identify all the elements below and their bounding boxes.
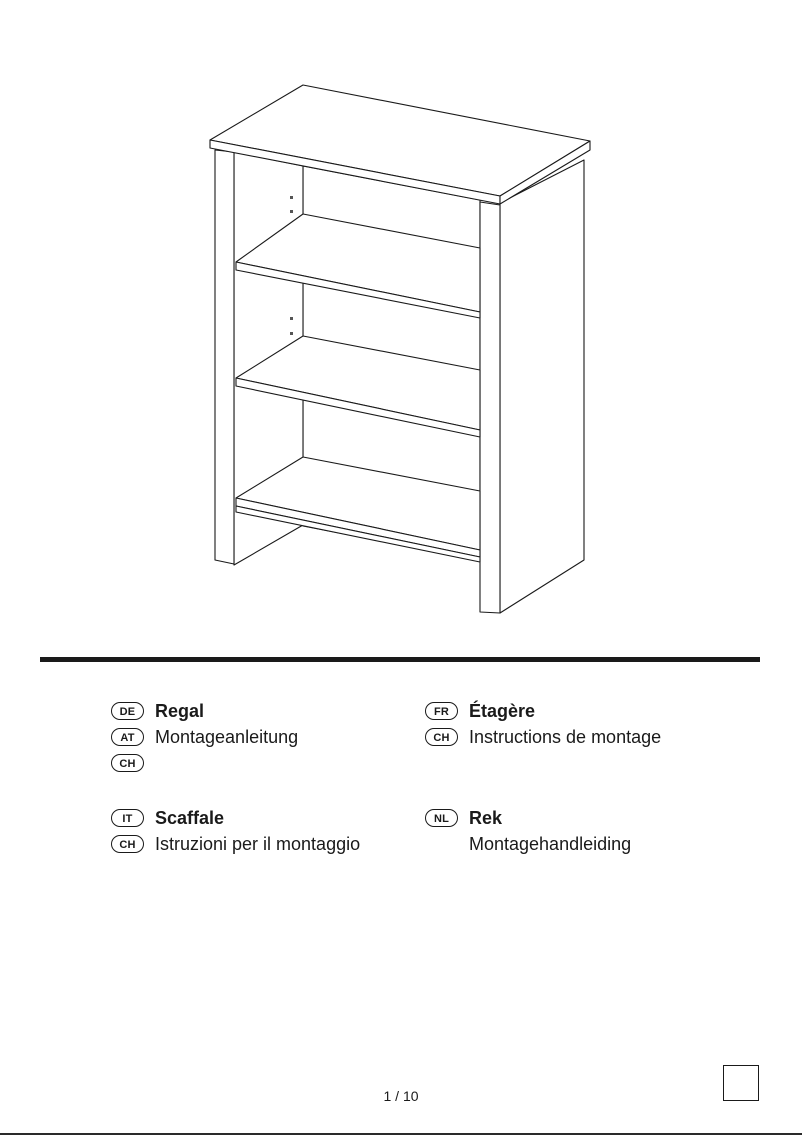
country-badge-at: AT bbox=[111, 728, 144, 746]
country-badge-it: IT bbox=[111, 809, 144, 827]
corner-box bbox=[723, 1065, 759, 1101]
divider-line bbox=[40, 657, 760, 662]
subtitle-de: Montageanleitung bbox=[155, 727, 299, 747]
peg-hole bbox=[290, 196, 293, 199]
left-front-edge bbox=[215, 150, 234, 564]
page-number: 1 / 10 bbox=[383, 1088, 419, 1104]
subtitle-it: Istruzioni per il montaggio bbox=[155, 834, 361, 854]
lang-group-it bbox=[111, 805, 411, 857]
title-nl: Rek bbox=[469, 808, 503, 828]
peg-hole bbox=[290, 210, 293, 213]
country-badge-nl: NL bbox=[425, 809, 458, 827]
subtitle-nl: Montagehandleiding bbox=[469, 834, 632, 854]
lang-group-de bbox=[111, 698, 411, 776]
title-fr: Étagère bbox=[469, 701, 536, 721]
peg-hole bbox=[290, 332, 293, 335]
right-front-edge bbox=[480, 202, 500, 613]
lang-group-fr bbox=[425, 698, 725, 750]
country-badge-ch: CH bbox=[111, 835, 144, 853]
right-side-panel bbox=[500, 160, 584, 613]
country-badge-ch: CH bbox=[425, 728, 458, 746]
country-badge-de: DE bbox=[111, 702, 144, 720]
subtitle-fr: Instructions de montage bbox=[469, 727, 662, 747]
lang-group-nl bbox=[425, 805, 725, 857]
country-badge-ch: CH bbox=[111, 754, 144, 772]
bottom-edge-line bbox=[0, 1133, 802, 1135]
title-de: Regal bbox=[155, 701, 205, 721]
title-it: Scaffale bbox=[155, 808, 225, 828]
peg-hole bbox=[290, 317, 293, 320]
country-badge-fr: FR bbox=[425, 702, 458, 720]
